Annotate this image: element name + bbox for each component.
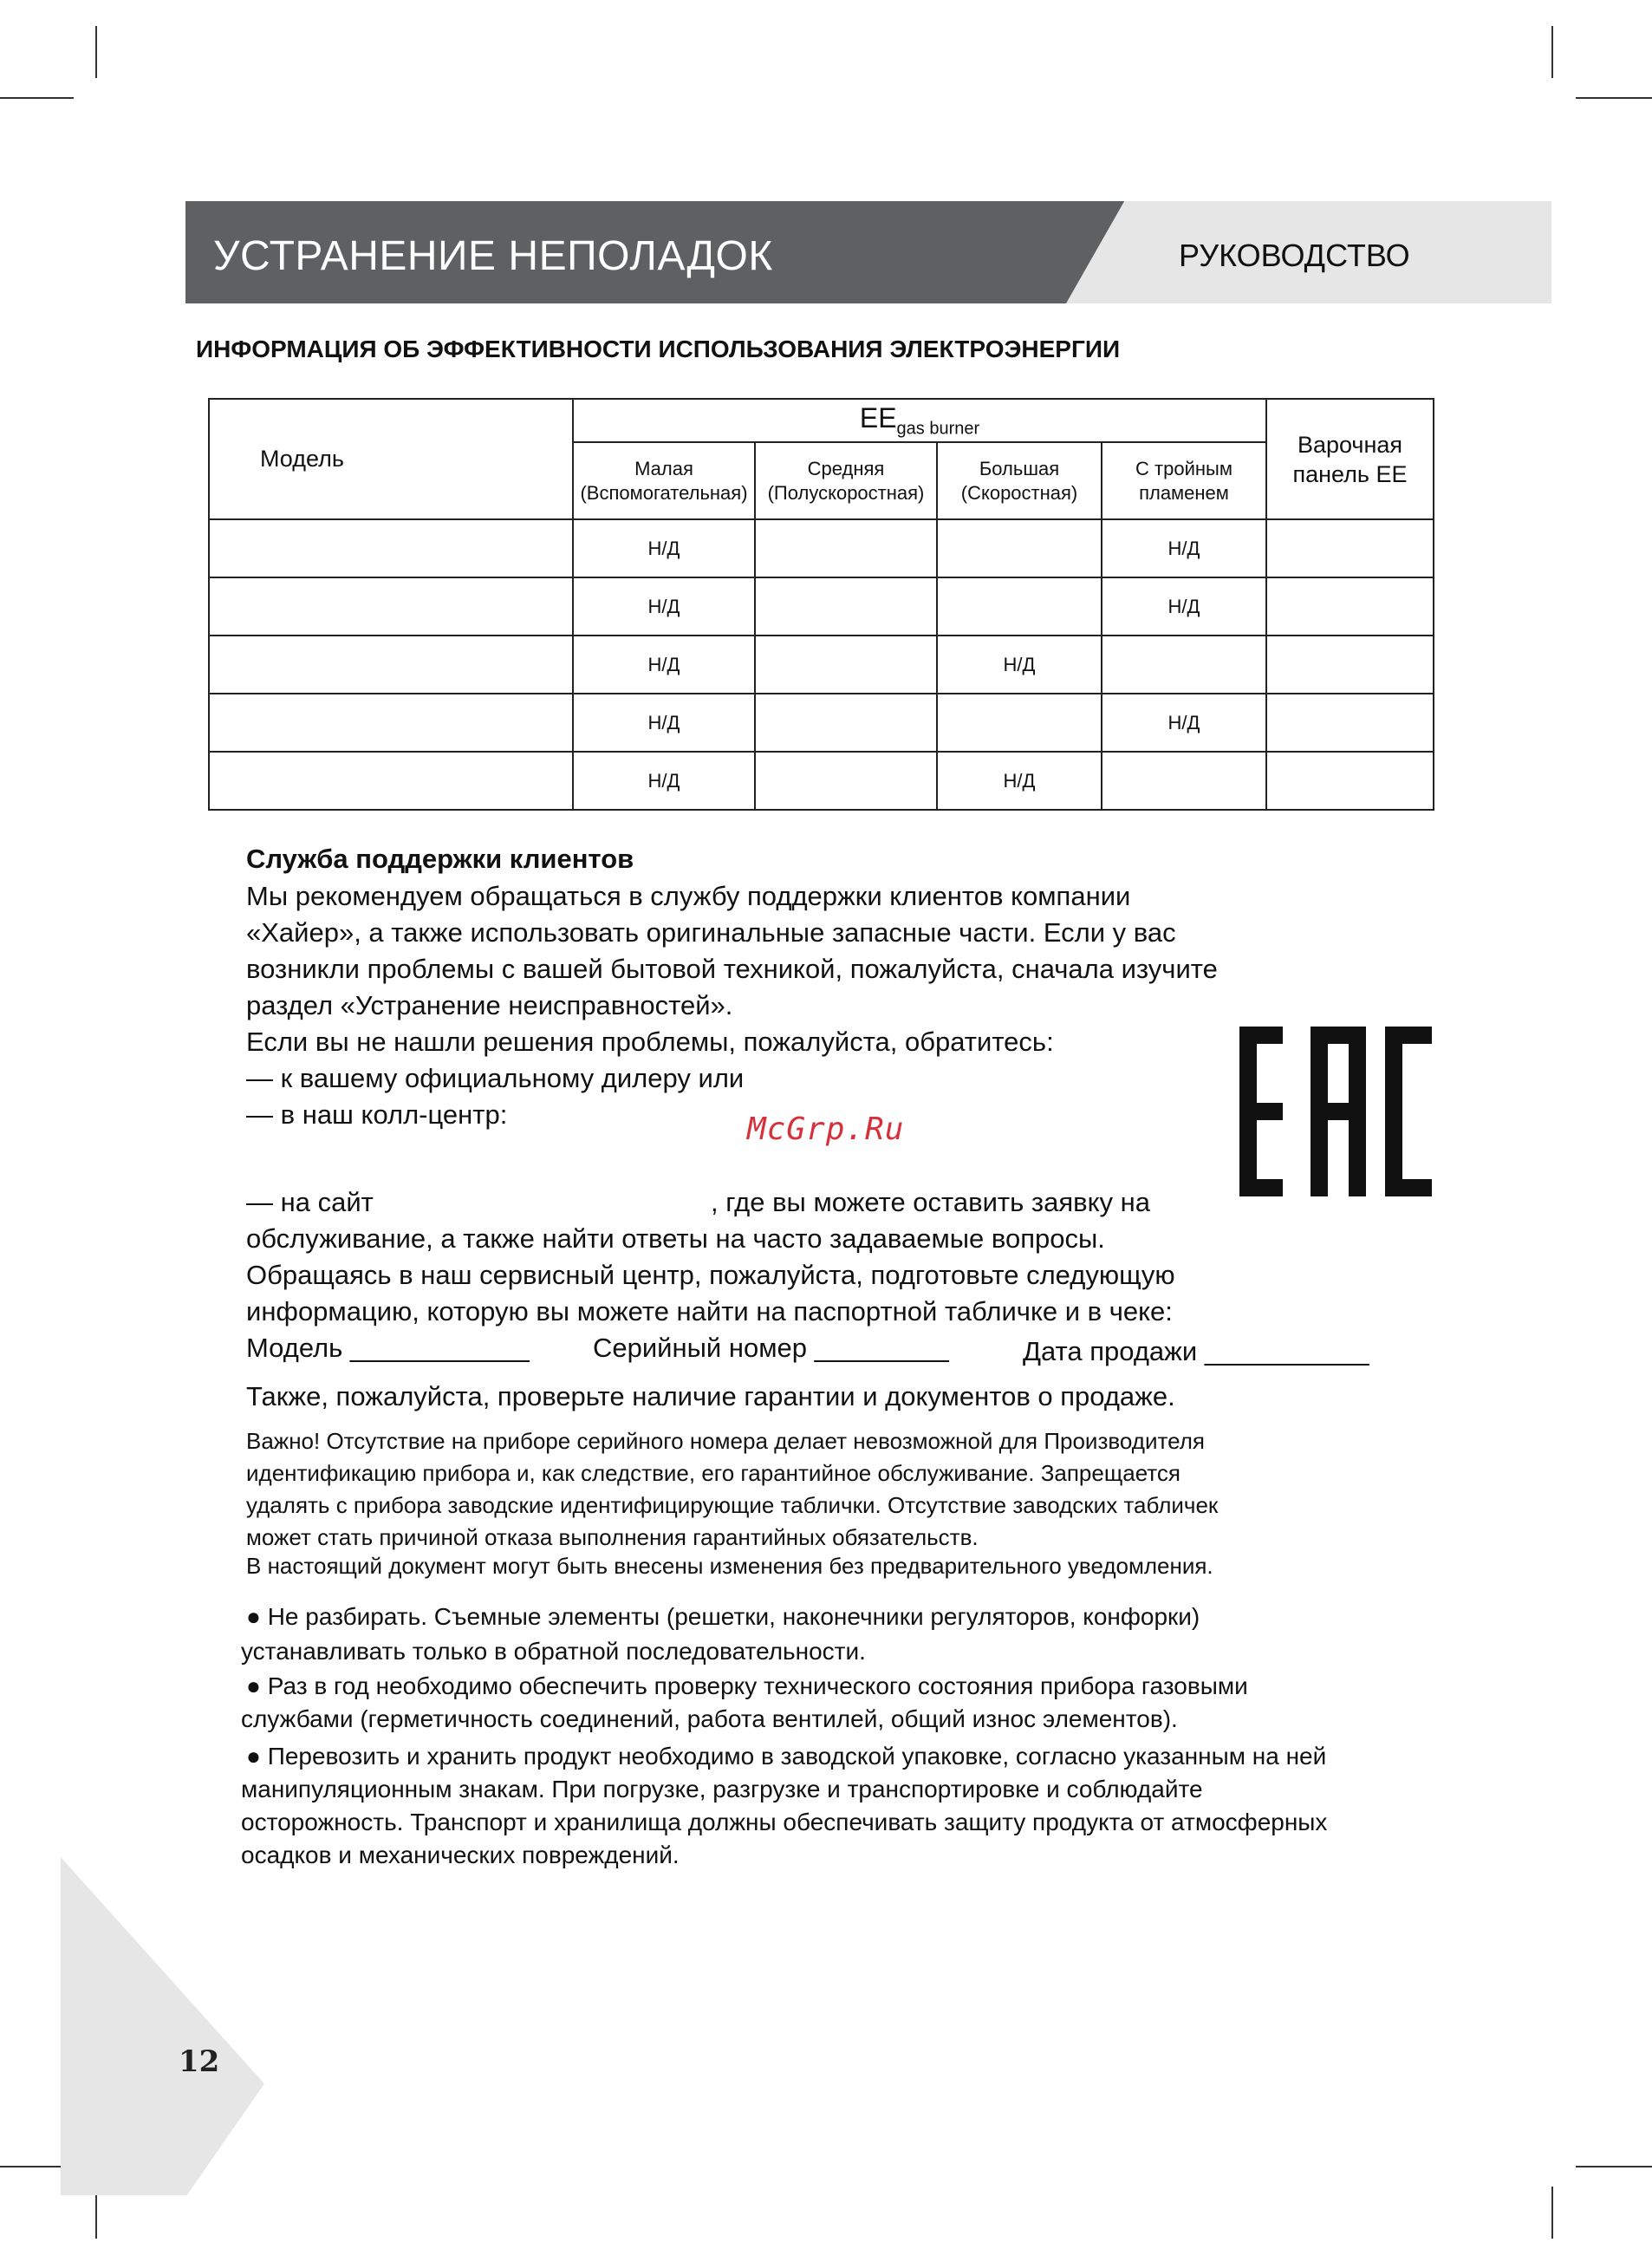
important-line: может стать причиной отказа выполнения гарантийных обязательств.	[246, 1524, 979, 1550]
burner-header-line2: (Полускоростная)	[767, 481, 925, 504]
support-line: Обращаясь в наш сервисный центр, пожалуйста, подготовьте следующую	[246, 1260, 1175, 1290]
table-cell	[937, 519, 1102, 577]
table-cell	[755, 752, 937, 810]
table-cell: Н/Д	[573, 636, 755, 694]
support-line: Если вы не нашли решения проблемы, пожалуйста, обратитесь:	[246, 1027, 1054, 1057]
bullet-line: ● Раз в год необходимо обеспечить проверку технического состояния прибора газовыми	[246, 1672, 1248, 1699]
support-line: «Хайер», а также использовать оригинальные запасные части. Если у вас	[246, 917, 1176, 948]
table-cell: Н/Д	[1102, 694, 1266, 752]
important-line: удалять с прибора заводские идентифицирующие таблички. Отсутствие заводских табличек	[246, 1492, 1219, 1518]
important-line: Важно! Отсутствие на приборе серийного номера делает невозможной для Производителя	[246, 1428, 1205, 1454]
crop-mark	[1576, 97, 1652, 99]
table-cell: Н/Д	[573, 752, 755, 810]
crop-mark	[1551, 26, 1553, 78]
bullet-line: ● Не разбирать. Съемные элементы (решетки, наконечники регуляторов, конфорки)	[246, 1603, 1200, 1630]
watermark: McGrp.Ru	[747, 1111, 905, 1147]
ee-main-label: EE	[859, 401, 897, 433]
serial-field: Серийный номер _________	[593, 1333, 949, 1363]
table-cell: Н/Д	[573, 577, 755, 636]
table-cell	[937, 694, 1102, 752]
table-cell	[937, 577, 1102, 636]
table-cell	[209, 694, 573, 752]
support-line: — в наш колл-центр:	[246, 1099, 508, 1130]
burner-header-line2: (Вспомогательная)	[580, 481, 748, 504]
burner-header-line2: (Скоростная)	[960, 481, 1078, 504]
table-cell	[1102, 636, 1266, 694]
cooktop-header-line1: Варочная	[1297, 431, 1403, 458]
table-cell: Н/Д	[573, 519, 755, 577]
table-row	[209, 694, 1434, 752]
burner-header-medium	[755, 442, 937, 519]
guide-label: РУКОВОДСТВО	[1179, 238, 1410, 273]
ee-gas-burner-header	[573, 399, 1266, 442]
table-row	[209, 752, 1434, 810]
page-title: УСТРАНЕНИЕ НЕПОЛАДОК	[213, 233, 773, 279]
burner-header-small	[573, 442, 755, 519]
support-heading: Служба поддержки клиентов	[246, 844, 634, 874]
table-cell	[1266, 636, 1434, 694]
model-field: Модель ____________	[246, 1333, 530, 1363]
cooktop-header-line2: панель EE	[1292, 460, 1408, 487]
important-line: идентификацию прибора и, как следствие, его гарантийное обслуживание. Запрещается	[246, 1460, 1180, 1486]
crop-mark	[1551, 2187, 1553, 2239]
burner-header-line1: Большая	[979, 457, 1060, 479]
footer-triangle	[61, 1857, 264, 2195]
support-line: Мы рекомендуем обращаться в службу поддержки клиентов компании	[246, 881, 1131, 911]
table-cell: Н/Д	[937, 636, 1102, 694]
ee-sub-label: gas burner	[896, 419, 980, 439]
support-line: обслуживание, а также найти ответы на часто задаваемые вопросы.	[246, 1223, 1105, 1254]
table-cell	[209, 752, 573, 810]
page-number: 12	[179, 2044, 220, 2079]
crop-mark	[1576, 2166, 1652, 2167]
support-line: — к вашему официальному дилеру или	[246, 1063, 745, 1093]
burner-header-line1: Малая	[634, 457, 693, 479]
table-cell	[209, 636, 573, 694]
table-cell	[1266, 694, 1434, 752]
crop-mark	[95, 26, 97, 78]
table-cell	[755, 519, 937, 577]
burner-header-triple	[1102, 442, 1266, 519]
table-cell	[755, 577, 937, 636]
energy-efficiency-table	[208, 398, 1434, 811]
bullet-line: осадков и механических повреждений.	[241, 1842, 680, 1868]
table-cell	[755, 636, 937, 694]
table-cell: Н/Д	[937, 752, 1102, 810]
bullet-line: манипуляционным знакам. При погрузке, разгрузке и транспортировке и соблюдайте	[241, 1776, 1203, 1802]
bullet-line: службами (герметичность соединений, работа вентилей, общий износ элементов).	[241, 1705, 1178, 1732]
eac-mark	[1238, 1025, 1432, 1198]
table-row	[209, 636, 1434, 694]
burner-header-line1: С тройным	[1135, 457, 1232, 479]
date-field: Дата продажи ___________	[1023, 1336, 1369, 1366]
table-cell: Н/Д	[1102, 577, 1266, 636]
table-cell	[209, 577, 573, 636]
warranty-line: Также, пожалуйста, проверьте наличие гарантии и документов о продаже.	[246, 1381, 1175, 1411]
table-cell	[1266, 519, 1434, 577]
table-cell	[209, 519, 573, 577]
bullet-line: ● Перевозить и хранить продукт необходимо в заводской упаковке, согласно указанным на ней	[246, 1743, 1327, 1770]
bullet-line: устанавливать только в обратной последовательности.	[241, 1638, 866, 1665]
support-line: возникли проблемы с вашей бытовой техникой, пожалуйста, сначала изучите	[246, 954, 1218, 984]
burner-header-line2: пламенем	[1139, 481, 1229, 504]
table-cell	[1102, 752, 1266, 810]
cooktop-ee-header	[1266, 399, 1434, 519]
burner-header-large	[937, 442, 1102, 519]
table-row	[209, 577, 1434, 636]
table-cell	[755, 694, 937, 752]
site-prefix: — на сайт	[246, 1187, 374, 1217]
table-cell: Н/Д	[573, 694, 755, 752]
bullet-line: осторожность. Транспорт и хранилища должны обеспечивать защиту продукта от атмосферных	[241, 1809, 1328, 1835]
burner-header-line1: Средняя	[807, 457, 885, 479]
section-title: ИНФОРМАЦИЯ ОБ ЭФФЕКТИВНОСТИ ИСПОЛЬЗОВАНИЯ ЭЛЕКТРОЭНЕРГИИ	[196, 336, 1121, 362]
site-suffix: , где вы можете оставить заявку на	[711, 1187, 1150, 1217]
crop-mark	[0, 97, 74, 99]
important-line: В настоящий документ могут быть внесены изменения без предварительного уведомления.	[246, 1553, 1213, 1579]
model-header: Модель	[209, 399, 573, 519]
support-line: информацию, которую вы можете найти на паспортной табличке и в чеке:	[246, 1296, 1173, 1327]
table-cell	[1266, 752, 1434, 810]
support-line: раздел «Устранение неисправностей».	[246, 990, 733, 1020]
table-cell	[1266, 577, 1434, 636]
table-row	[209, 519, 1434, 577]
table-cell: Н/Д	[1102, 519, 1266, 577]
